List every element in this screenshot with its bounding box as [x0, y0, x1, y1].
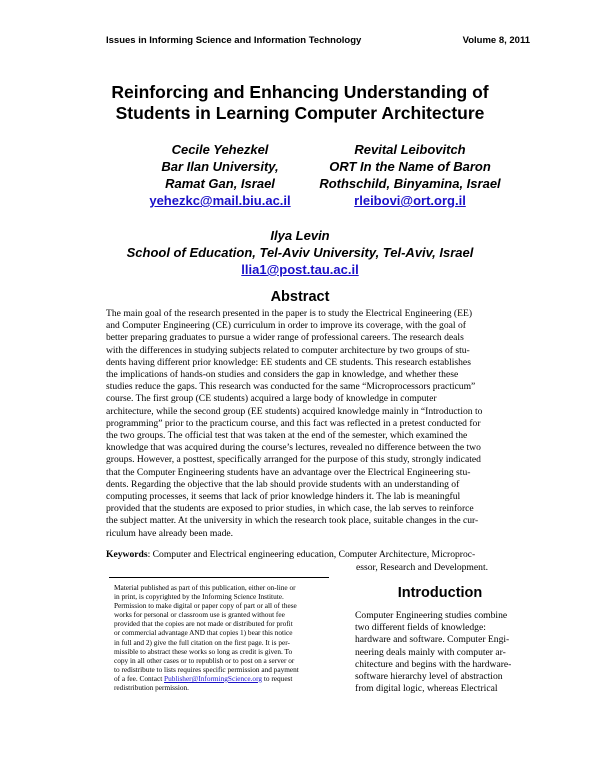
abstract-line: the implications of hands-on studies and considers the gap in knowledge, and whether these	[106, 369, 459, 381]
abstract-line: knowledge that was acquired during the course’s lectures, revealed no difference between the two	[106, 442, 481, 454]
abstract-body	[106, 308, 530, 540]
author-name: Revital Leibovitch	[354, 142, 466, 157]
author-block-3	[60, 227, 540, 261]
copyright-line: Material published as part of this publication, either on-line or	[114, 583, 296, 592]
keywords-continued: essor, Research and Development.	[356, 562, 489, 573]
introduction-body	[355, 610, 530, 695]
copyright-line: works for personal or classroom use is granted without fee	[114, 610, 285, 620]
introduction-heading: Introduction	[397, 585, 483, 601]
title-line: Students in Learning Computer Architecture	[115, 103, 485, 123]
abstract-line: dents having different prior knowledge: EE students and CE students. This research establishes	[106, 356, 471, 368]
abstract-line: programming” prior to the practicum course, and this fact was reflected in a pretest conducted for	[106, 417, 481, 429]
abstract-line: with the differences in studying subjects related to computer architecture by two groups of stu-	[106, 344, 470, 356]
author-location: Ramat Gan, Israel	[165, 176, 275, 191]
author-name: Cecile Yehezkel	[171, 142, 269, 157]
abstract-line: architecture, while the second group (EE students) acquired knowledge mainly in “Introduction to	[106, 405, 483, 417]
intro-line: software hierarchy level of abstraction	[355, 671, 503, 683]
footnote-divider	[109, 577, 329, 578]
author-location: Rothschild, Binyamina, Israel	[319, 176, 501, 191]
keywords	[106, 549, 530, 561]
copyright-line: or commercial advantage AND that copies 1) bear this notice	[114, 628, 293, 638]
abstract-line: dents. Regarding the objective that the lab should provide students with an understanding of	[106, 478, 460, 490]
copyright-line: in full and 2) give the full citation on the first page. It is per-	[114, 637, 290, 647]
abstract-line: computing processes, it seems that lack of prior knowledge hinders it. The lab is meaningful	[106, 491, 461, 503]
author-block-2	[290, 141, 530, 192]
abstract-line: course. The first group (CE students) acquired a large body of knowledge in computer	[106, 393, 437, 405]
abstract-line: groups. However, a posttest, specifically arranged for the purpose of this study, strongly indicated	[106, 454, 481, 466]
author-affiliation: ORT In the Name of Baron	[329, 159, 491, 174]
contact-prefix: of a fee. Contact	[114, 673, 165, 683]
author-affiliation: School of Education, Tel-Aviv University, Tel-Aviv, Israel	[126, 245, 474, 260]
abstract-line: the two groups. The official test that was taken at the end of the semester, which examined the	[106, 430, 468, 442]
volume-info: Volume 8, 2011	[462, 35, 530, 46]
intro-line: Computer Engineering studies combine	[355, 610, 508, 621]
publisher-email-link[interactable]: Publisher@InformingScience.org	[164, 673, 263, 683]
abstract-line: riculum have already been made.	[106, 527, 234, 539]
abstract-line: The main goal of the research presented in the paper is to study the Electrical Engineering (EE)	[106, 308, 473, 319]
paper-title	[60, 82, 540, 124]
copyright-contact-line	[114, 674, 342, 683]
intro-line: chitecture and begins with the hardware-	[355, 658, 512, 670]
keywords-label: Keywords	[106, 549, 148, 560]
copyright-notice	[114, 583, 342, 692]
abstract-line: and Computer Engineering (CE) curriculum in order to improve its coverage, with the goal of	[106, 320, 466, 332]
journal-name: Issues in Informing Science and Information Technology	[106, 35, 362, 46]
abstract-line: that the Computer Engineering students have an advantage over the Electrical Engineering stu-	[106, 466, 471, 478]
author-affiliation: Bar Ilan University,	[161, 159, 279, 174]
copyright-line: Permission to make digital or paper copy of part or all of these	[114, 601, 297, 611]
author-email-link[interactable]: yehezkc@mail.biu.ac.il	[149, 193, 291, 208]
title-line: Reinforcing and Enhancing Understanding of	[111, 82, 489, 102]
abstract-line: the subject matter. At the university in which the research took place, suitable changes in the cur-	[106, 515, 479, 527]
intro-line: hardware and software. Computer Engi-	[355, 634, 510, 646]
abstract-line: better preparing graduates to pursue a wider range of professional careers. The research deals	[106, 332, 464, 344]
copyright-line: to redistribute to lists requires specific permission and payment	[114, 664, 299, 674]
intro-line: two different fields of knowledge:	[355, 622, 486, 634]
keywords-text: : Computer and Electrical engineering education, Computer Architecture, Microproc-	[147, 549, 476, 560]
author-email-link[interactable]: rleibovi@ort.org.il	[354, 193, 466, 208]
abstract-heading: Abstract	[270, 289, 330, 305]
copyright-line: redistribution permission.	[114, 683, 189, 693]
running-header	[106, 35, 530, 46]
copyright-line: provided that the copies are not made or distributed for profit	[114, 619, 293, 629]
abstract-line: provided that the students are exposed to prior studies, in which case, the lab serves to reinforce	[106, 503, 474, 515]
author-email-link[interactable]: llia1@post.tau.ac.il	[241, 262, 359, 277]
copyright-line: copy in all other cases or to republish or to post on a server or	[114, 655, 295, 665]
abstract-line: studies reduce the gaps. This research was conducted for the same “Microprocessors practicum”	[106, 381, 476, 393]
author-name: Ilya Levin	[270, 228, 330, 243]
copyright-line: in print, is copyrighted by the Informing Science Institute.	[114, 592, 284, 602]
contact-suffix: to request	[262, 673, 293, 683]
intro-line: from digital logic, whereas Electrical	[355, 683, 498, 695]
copyright-line: missible to abstract these works so long as credit is given. To	[114, 646, 293, 656]
intro-line: neering deals mainly with computer ar-	[355, 646, 506, 658]
